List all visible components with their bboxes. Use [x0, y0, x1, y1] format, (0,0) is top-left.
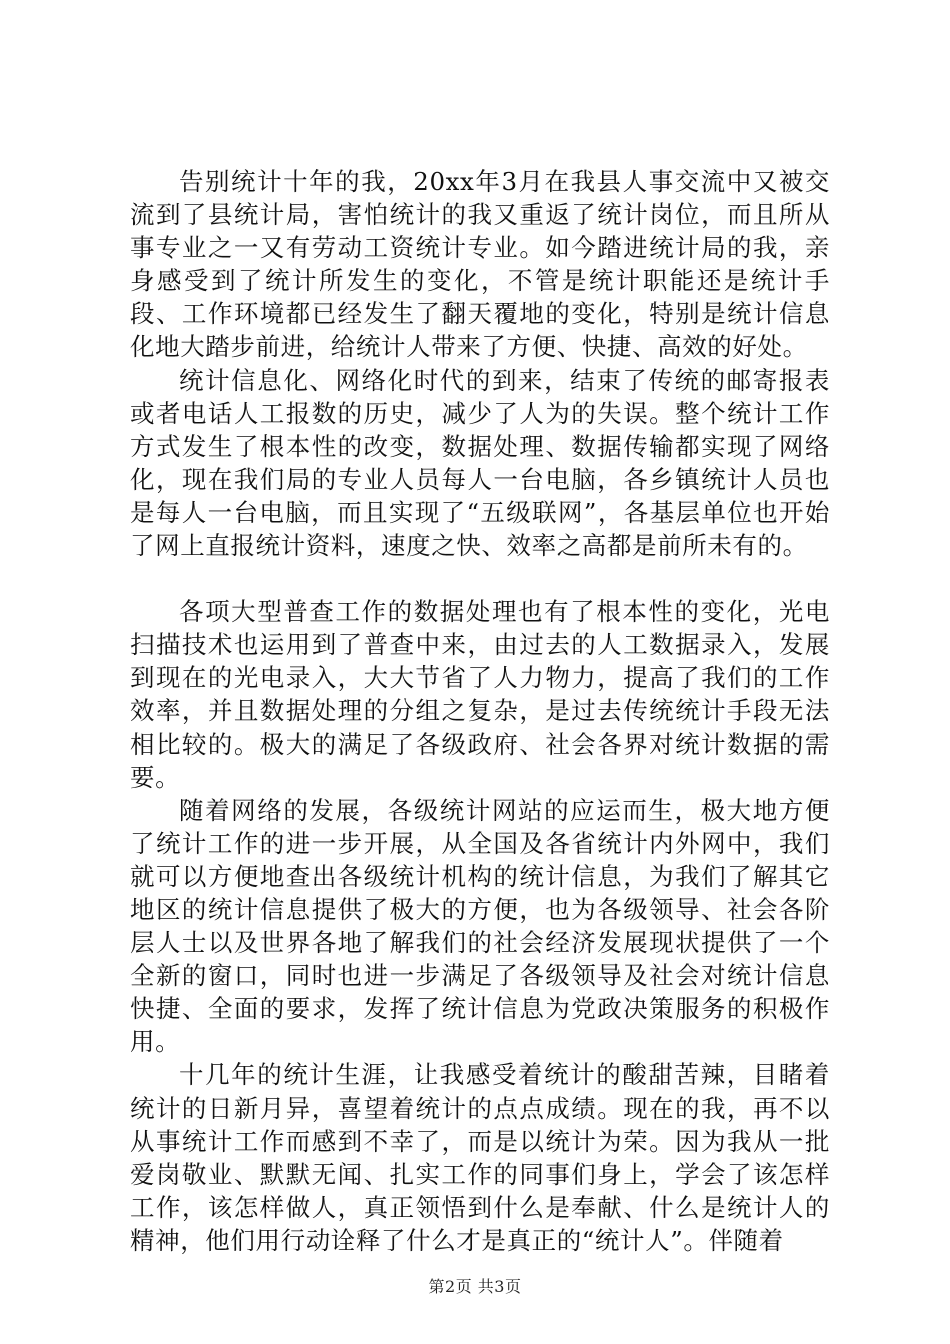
- paragraph-4: 随着网络的发展，各级统计网站的应运而生，极大地方便了统计工作的进一步开展，从全国及各省统计内外网中，我们就可以方便地查出各级统计机构的统计信息，为我们了解其它地区的统计信息提供了极大的方便，也为各级领导、社会各阶层人士以及世界各地了解我们的社会经济发展现状提供了一个全新的窗口，同时也进一步满足了各级领导及社会对统计信息快捷、全面的要求，发挥了统计信息为党政决策服务的积极作用。: [130, 795, 830, 1057]
- document-body: [130, 165, 830, 1257]
- paragraph-2: 统计信息化、网络化时代的到来，结束了传统的邮寄报表或者电话人工报数的历史，减少了人为的失误。整个统计工作方式发生了根本性的改变，数据处理、数据传输都实现了网络化，现在我们局的专业人员每人一台电脑，各乡镇统计人员也是每人一台电脑，而且实现了“五级联网”，各基层单位也开始了网上直报统计资料，速度之快、效率之高都是前所未有的。: [130, 365, 830, 561]
- paragraph-5: 十几年的统计生涯，让我感受着统计的酸甜苦辣，目睹着统计的日新月异，喜望着统计的点点成绩。现在的我，再不以从事统计工作而感到不幸了，而是以统计为荣。因为我从一批爱岗敬业、默默无闻、扎实工作的同事们身上，学会了该怎样工作，该怎样做人，真正领悟到什么是奉献、什么是统计人的精神，他们用行动诠释了什么才是真正的“统计人”。伴随着: [130, 1060, 830, 1255]
- page-number-footer: 第2页 共3页: [428, 1277, 522, 1296]
- paragraph-gap: [130, 562, 830, 595]
- paragraph-1: 告别统计十年的我，20xx年3月在我县人事交流中又被交流到了县统计局，害怕统计的我又重返了统计岗位，而且所从事专业之一又有劳动工资统计专业。如今踏进统计局的我，亲身感受到了统计所发生的变化，不管是统计职能还是统计手段、工作环境都已经发生了翻天覆地的变化，特别是统计信息化地大踏步前进，给统计人带来了方便、快捷、高效的好处。: [130, 167, 830, 362]
- paragraph-3: 各项大型普查工作的数据处理也有了根本性的变化，光电扫描技术也运用到了普查中来，由过去的人工数据录入，发展到现在的光电录入，大大节省了人力物力，提高了我们的工作效率，并且数据处理的分组之复杂，是过去传统统计手段无法相比较的。极大的满足了各级政府、社会各界对统计数据的需要。: [130, 597, 830, 792]
